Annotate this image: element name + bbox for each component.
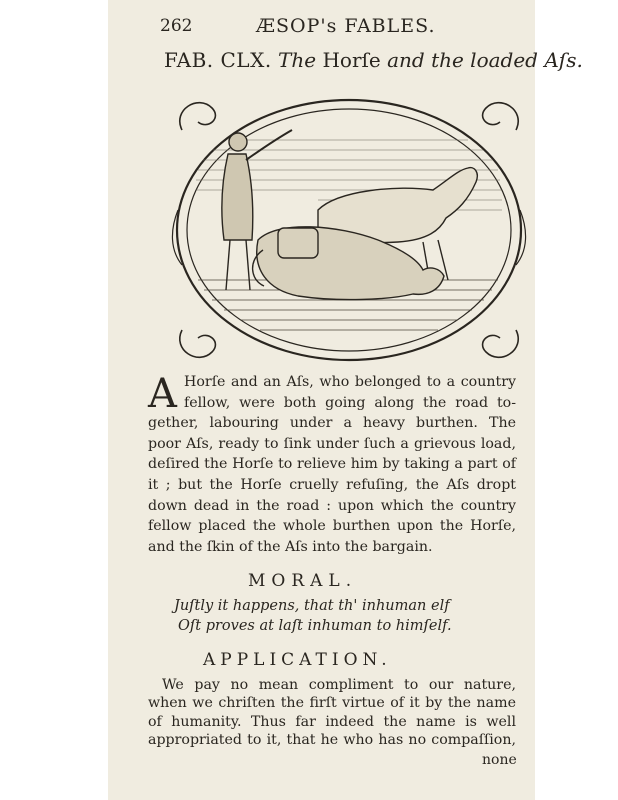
application-line: appropriated to it, that he who has no compaſſion, xyxy=(148,732,516,749)
moral-heading: MORAL. xyxy=(248,571,358,591)
woodcut-svg xyxy=(168,90,530,374)
fable-number: FAB. CLX. xyxy=(164,48,272,72)
application-line: We pay no mean compliment to our nature, xyxy=(162,677,516,693)
page-number: 262 xyxy=(160,16,193,36)
body-line: Horſe and an Aſs, who belonged to a country xyxy=(184,374,516,390)
body-line: fellow, were both going along the road to- xyxy=(184,394,516,411)
moral-verse xyxy=(174,596,452,636)
application-line: of humanity. Thus far indeed the name is well xyxy=(148,713,516,730)
running-head xyxy=(108,10,535,38)
title-the: The xyxy=(278,48,317,72)
body-line: gether, labouring under a heavy burthen. The xyxy=(148,415,516,432)
fable-body xyxy=(148,372,516,557)
catchword: none xyxy=(482,752,517,768)
body-line: and the ſkin of the Aſs into the bargain. xyxy=(148,538,433,555)
running-title: ÆSOP's FABLES. xyxy=(256,15,436,37)
body-line: poor Aſs, ready to ſink under ſuch a grievous load, xyxy=(148,435,516,452)
verse-line: Oſt proves at laſt inhuman to himſelf. xyxy=(178,618,452,634)
fable-title xyxy=(164,48,583,72)
title-ass: Aſs. xyxy=(544,48,583,72)
body-line: down dead in the road : upon which the country xyxy=(148,497,516,514)
verse-line: Juſtly it happens, that th' inhuman elf xyxy=(174,598,450,614)
woodcut-illustration xyxy=(168,90,530,374)
body-line: it ; but the Horſe cruelly refuſing, the Aſs dropt xyxy=(148,476,516,493)
title-and: and the loaded xyxy=(387,48,538,72)
book-page xyxy=(108,0,583,800)
drop-cap: A xyxy=(148,371,177,417)
application-heading: APPLICATION. xyxy=(203,650,392,670)
application-body xyxy=(148,676,516,750)
body-line: deſired the Horſe to relieve him by taking a part of xyxy=(148,456,516,473)
body-line: fellow placed the whole burthen upon the Horſe, xyxy=(148,518,516,535)
application-line: when we chriſten the firſt virtue of it by the name xyxy=(148,695,516,712)
title-horse: Horſe xyxy=(322,48,381,72)
